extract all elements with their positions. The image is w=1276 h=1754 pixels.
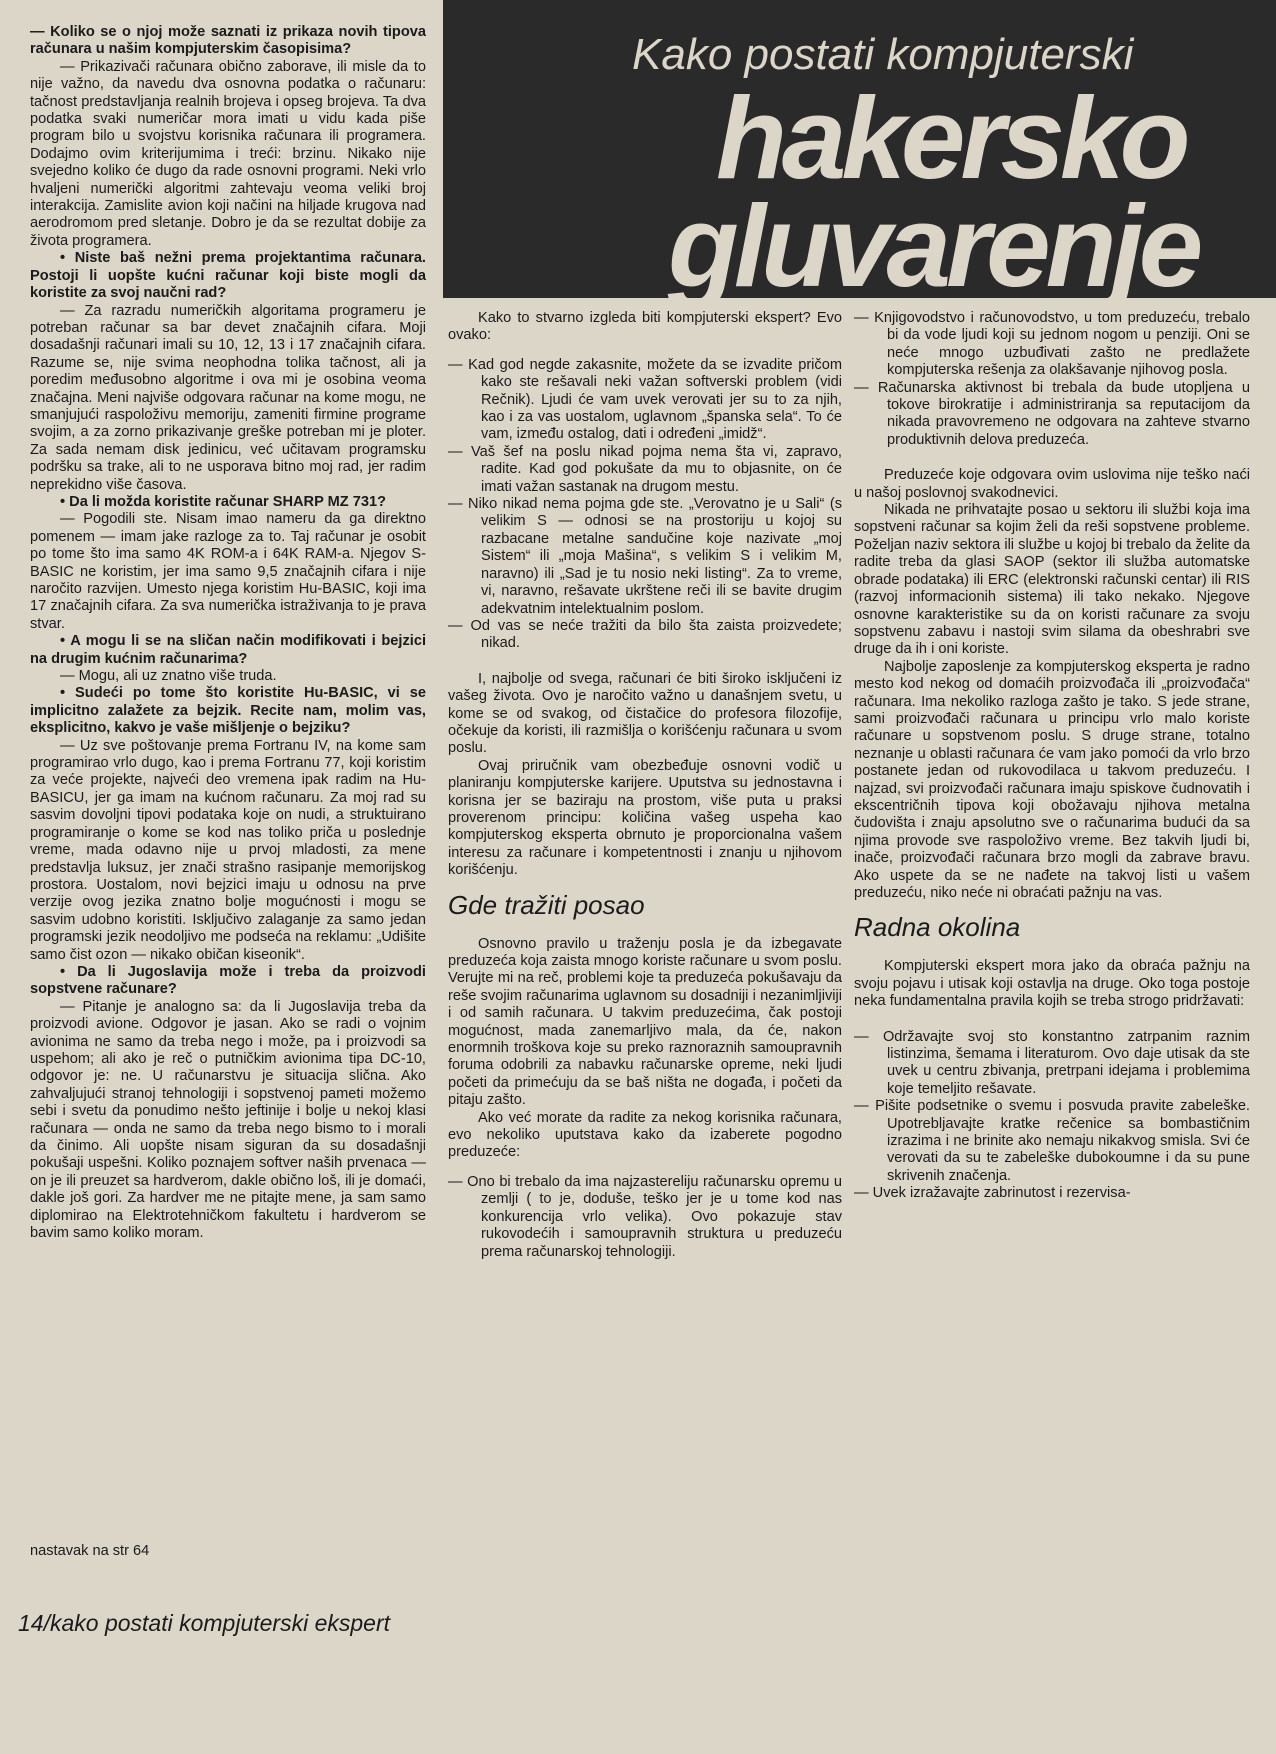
interview-column — [30, 24, 426, 1242]
question: • Niste baš nežni prema projektantima računara. Postoji li uopšte kućni računar koji biste mogli da koristite za svoj naučni rad? — [30, 250, 426, 302]
continued-note: nastavak na str 64 — [30, 1543, 150, 1559]
paragraph: Preduzeće koje odgovara ovim uslovima nije teško naći u našoj poslovnoj svakodnevici. — [854, 467, 1250, 501]
paragraph: Osnovno pravilo u traženju posla je da izbegavate preduzeća koja zaista mnogo koriste računare u svom poslu. Verujte mi na reč, problemi koje ta preduzeća pokušavaju da reše svojim računarima uglavnom su dosadniji i nezanimljiviji i od samih računara. U takvim preduzećima, čak postoji mogućnost, mada zanemarljivo mala, da će, nakon enormnih troškova koje su preko raznoraznih samoupravnih foruma odobrili za nabavku računarske opreme, neki ljudi početi da primećuju da se baš ništa ne događa, i početi da pitaju zašto. — [448, 935, 842, 1109]
answer: — Mogu, ali uz znatno više truda. — [60, 668, 277, 685]
answer: — Pogodili ste. Nisam imao nameru da ga direktno pomenem — imam jake razloge za to. Taj računar je osobit po tome što ima samo 4K ROM-a i 64K RAM-a. Njegov S-BASIC ne koristim, jer ima samo 9,5 značajnih cifara i nije naročito razvijen. Umesto njega koristim Hu-BASIC, koji ima 17 značajnih cifara. Za sva numerička istraživanja to je prava stvar. — [30, 511, 426, 632]
article-column-3 — [854, 310, 1250, 1203]
intro-paragraph: Kako to stvarno izgleda biti kompjuterski ekspert? Evo ovako: — [448, 310, 842, 344]
page-footer: 14/kako postati kompjuterski ekspert — [18, 1610, 391, 1636]
section-heading: Gde tražiti posao — [448, 889, 645, 920]
paragraph: Ovaj priručnik vam obezbeđuje osnovni vodič u planiranju kompjuterske karijere. Uputstva su jednostavna i korisna jer se baziraju na prostom, više puta u praksi proverenom principu: količina vašeg uspeha kao kompjuterskog eksperta obrnuto je proporcionalna vašem interesu za računare i kompetentnosti i znanju u njihovom korišćenju. — [448, 757, 842, 879]
article-column-2 — [448, 310, 842, 1261]
section-heading: Radna okolina — [854, 912, 1021, 943]
paragraph: I, najbolje od svega, računari će biti široko isključeni iz vašeg života. Ovo je naročito važno u današnjem svetu, u kome se od svakog, od čistačice do profesora filozofije, očekuje da koristi, ili razmišlja o korišćenju računara u svom poslu. — [448, 670, 842, 757]
answer: — Za razradu numeričkih algoritama programeru je potreban računar sa bar devet značajnih cifara. Moji dosadašnji računari imali su 10, 12, 13 i 17 značajnih cifara. Razume se, nije svima neophodna tolika tačnost, ali ja poredim međusobno algoritme i ova mi je osobina veoma značajna. Meni najviše odgovara računar na kome mogu, ne smanjujući raspoloživu memoriju, zameniti firmine programe svojim, a za zorno prikazivanje greške potreban mi je ploter. Za sada nemam disk jedinicu, već učitavam programsku podršku sa trake, ali to ne usporava bitno moj rad, jer radim neprekidno više časova. — [30, 302, 426, 493]
list-item: — Održavajte svoj sto konstantno zatrpanim raznim listinzima, šemama i literaturom. Ovo daje utisak da ste uvek u centru zbivanja, pretrpani idejama i problemima koje temeljito rešavate. — [854, 1028, 1250, 1097]
list-item: — Pišite podsetnike o svemu i posvuda pravite zabeleške. Upotrebljavajte kratke rečenice sa bombastičnim izrazima i ne brinite ako nemaju nikakvog smisla. Svi će verovati da su te zabeleške dubokoumne i da su pune skrivenih značenja. — [854, 1098, 1250, 1184]
list-item: — Niko nikad nema pojma gde ste. „Verovatno je u Sali“ (s velikim S — odnosi se na prostoriju u kojoj su razbacane metalne sandučine koje nazivate „moj Sistem“ ili „moja Mašina“, s velikim S i velikim M, naravno) ili „Sad je tu nosio neki listing“. Za to vreme, vi, naravno, rešavate ukrštene reči ili se bavite drugim adekvatnim intelektualnim poslom. — [448, 496, 842, 617]
list-item: — Uvek izražavajte zabrinutost i rezervisa- — [854, 1185, 1131, 1202]
list-item: — Računarska aktivnost bi trebala da bude utopljena u tokove birokratije i administriranja sa reputacijom da nikada pravovremeno ne odgovara na zahteve stvarno produktivnih delova preduzeća. — [854, 379, 1250, 448]
answer: — Pitanje je analogno sa: da li Jugoslavija treba da proizvodi avione. Odgovor je jasan. Ako se radi o vojnim avionima ne samo da treba nego i može, pa i proizvodi sa uspehom; ali ako je reč o putničkim avionima tipa DC-10, odgovor je: ne. U računarstvu je situacija slična. Ako zahvaljujući stranoj tehnologiji i sopstvenoj pameti možemo sebi i svetu da ponudimo nešto jeftinije i bolje u nekoj klasi računara — onda ne samo da treba nego bismo to i morali da činimo. Ali uopšte nisam siguran da su dosadašnji pokušaji uspešni. Koliko poznajem softver naših prvenaca — on je ili preuzet sa hardverom, dakle obično loš, ili je domaći, dakle još gori. Za hardver me ne pitajte mene, ja sam samo diplomirao na Elektrotehničkom fakultetu i hardverom se bavim samo koliko moram. — [30, 998, 426, 1242]
question: • Da li možda koristite računar SHARP MZ 731? — [60, 493, 386, 510]
list-item: — Od vas se neće tražiti da bilo šta zaista proizvedete; nikad. — [448, 617, 842, 652]
answer: — Uz sve poštovanje prema Fortranu IV, na kome sam programirao vrlo dugo, kao i prema Fortranu 77, koji koristim za veće projekte, najveći deo vremena ipak radim na Hu-BASICU, jer ga imam na kućnom računaru. Za moj rad su sasvim dovoljni tipovi podataka koje on nudi, a struktuirano programiranje o kome se kod nas toliko priča u poslednje vreme, mada odavno nije u prvoj mladosti, za mene predstavlja luksuz, jer znači strašno rasipanje memorijskog prostora. Uostalom, novi bejzici imaju u odnosu na prve verzije ovog jezika znatno bolje mogućnosti i mogu se sasvim udobno koristiti. Isključivo zalaganje za samo jedan programski jezik neodoljivo me podseća na reklamu: „Udišite samo čist ozon — nikako običan kiseonik“. — [30, 737, 426, 963]
paragraph: Ako već morate da radite za nekog korisnika računara, evo nekoliko uputstava kako da izaberete pogodno preduzeće: — [448, 1109, 842, 1161]
title-kicker: Kako postati kompjuterski — [632, 30, 1134, 79]
question: • Da li Jugoslavija može i treba da proizvodi sopstvene računare? — [30, 963, 426, 998]
paragraph: Najbolje zaposlenje za kompjuterskog eksperta je radno mesto kod nekog od domaćih proizvođača ili „proizvođača“ računara. Ima nekoliko razloga zašto je tako. S jede strane, sami proizvođači računara u principu vrlo malo koriste računare u sopstvenom poslu. S druge strane, totalno neznanje u oblasti računara će vam jako pomoći da vrlo brzo postanete jedan od rukovodilaca u takvom preduzeću. I najzad, svi proizvođači računara imaju spiskove čudnovatih i ekscentričnih tipova koji obožavaju njihova metalna čudovišta i znaju apsolutno sve o računarima budući da sa njima provode sve raspoloživo vreme. Bez takvih ljudi bi, inače, proizvođači računara brzo mogli da zabrave bravu. Ako uspete da se ne nađete na takvoj listi u vašem preduzeću, niko neće ni obraćati pažnju na vas. — [854, 658, 1250, 901]
question: • A mogu li se na sličan način modifikovati i bejzici na drugim kućnim računarima? — [30, 633, 426, 667]
paragraph: Nikada ne prihvatajte posao u sektoru ili službi koja ima sopstveni računar sa kojim želi da reši sopstvene probleme. Poželjan naziv sektora ili službe u kojoj bi trebalo da želite da radite treba da glasi SAOP (sektor ili služba automatske obrade podataka) ili ERC (elektronski računski centar) ili RIS (razvoj informacionih sistema) ili tako nekako. Njegove osnovne karakteristike su da on koristi računare za svoju sopstvenu zabavu i nastoji svim silama da obeshrabri sve druge da ih i oni koriste. — [854, 502, 1250, 658]
list-item: — Kad god negde zakasnite, možete da se izvadite pričom kako ste rešavali neki važan softverski problem (vidi Rečnik). Ljudi će vam uvek verovati jer su to za njih, kao i za vas uostalom, uglavnom „španska sela“. To će vam, između ostalog, dati i određeni „imidž“. — [448, 356, 842, 443]
question: • Sudeći po tome što koristite Hu-BASIC, vi se implicitno zalažete za bejzik. Recite nam, molim vas, eksplicitno, kakvo je vaše mišljenje o bejziku? — [30, 685, 426, 737]
list-item: — Knjigovodstvo i računovodstvo, u tom preduzeću, trebalo bi da vode ljudi koji su jednom nogom u penziji. Oni se neće mnogo uzbuđivati zašto ne predlažete kompjuterska rešenja za olakšavanje njihovog posla. — [854, 310, 1250, 379]
title-line-1: hakersko — [716, 73, 1186, 203]
list-item: — Ono bi trebalo da ima najzastereliju računarsku opremu u zemlji ( to je, doduše, teško jer je u tome kod nas konkurencija vrlo velika). Ovo pokazuje stav rukovodećih i samoupravnih struktura u preduzeću prema računarskoj tehnologiji. — [448, 1173, 842, 1260]
paragraph: Kompjuterski ekspert mora jako da obraća pažnju na svoju pojavu i utisak koji ostavlja na druge. Oko toga postoje neka fundamentalna pravila kojih se treba strogo pridržavati: — [854, 958, 1250, 1010]
answer: — Prikazivači računara obično zaborave, ili misle da to nije važno, da navedu dva osnovna podatka o računaru: tačnost predstavljanja realnih brojeva i opseg brojeva. Ta dva podatka svaki numeričar mora imati u vidu kada piše program bilo u svojstvu korisnika računara ili programera. Dodajmo ovim kriterijumima i treći: brzinu. Nikako nije svejedno koliko će dugo da rade osnovni programi. Neki vrlo hvaljeni numerički algoritmi zahtevaju veoma veliki broj interakcija. Zamislite avion koji načini na hiljade krugova nad aerodromom pred sletanje. Dobro je da se rezultat dobije za života programera. — [30, 58, 426, 249]
list-item: — Vaš šef na poslu nikad pojma nema šta vi, zapravo, radite. Kad god pokušate da mu to objasnite, on će imati važan sastanak na drugom mestu. — [448, 443, 842, 495]
title-line-2: gluvarenje — [668, 181, 1199, 311]
question: — Koliko se o njoj može saznati iz prikaza novih tipova računara u našim kompjuterskim časopisima? — [30, 24, 426, 58]
